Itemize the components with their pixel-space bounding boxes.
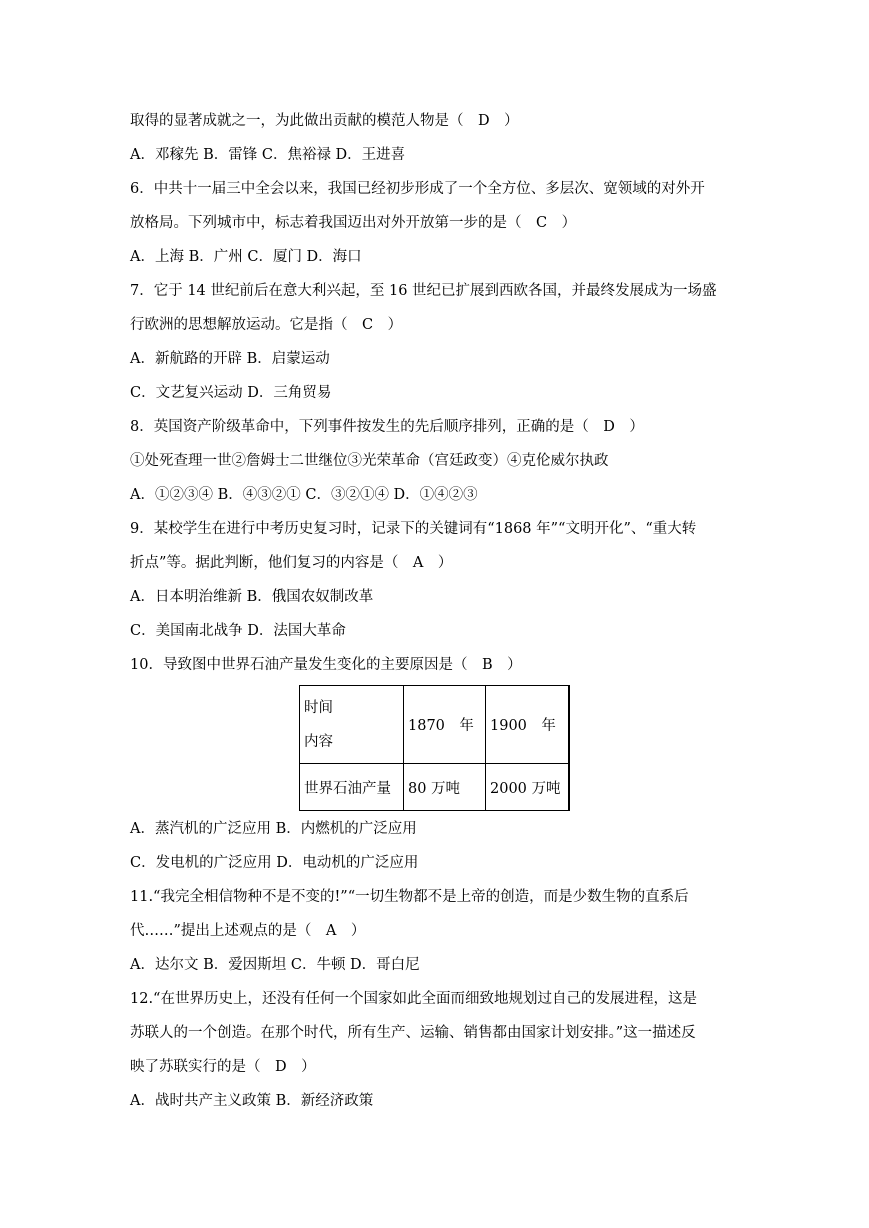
q6-stem-line1: 6．中共十一届三中全会以来，我国已经初步形成了一个全方位、多层次、宽领域的对外开 bbox=[130, 181, 705, 197]
header-year-1870: 1870 年 bbox=[404, 686, 486, 764]
q7-stem-line1: 7．它于 14 世纪前后在意大利兴起，至 16 世纪已扩展到西欧各国，并最终发展成为一场盛 bbox=[130, 283, 717, 299]
q12-stem-line1: 12.“在世界历史上，还没有任何一个国家如此全面而细致地规划过自己的发展进程，这是 bbox=[130, 991, 697, 1007]
q12-options-ab: A．战时共产主义政策 B．新经济政策 bbox=[130, 1093, 374, 1109]
q10-stem: 10．导致图中世界石油产量发生变化的主要原因是（ B ） bbox=[130, 657, 522, 673]
q12-stem-line3: 映了苏联实行的是（ D ） bbox=[130, 1059, 316, 1075]
q9-options-cd: C．美国南北战争 D．法国大革命 bbox=[130, 623, 346, 639]
q5-options: A．邓稼先 B．雷锋 C．焦裕禄 D．王进喜 bbox=[130, 147, 406, 163]
q6-options: A．上海 B．广州 C．厦门 D．海口 bbox=[130, 249, 362, 265]
cell-value-1900: 2000 万吨 bbox=[486, 764, 570, 811]
table-header-corner bbox=[300, 686, 404, 764]
row-label-oil-production: 世界石油产量 bbox=[300, 764, 404, 811]
q10-options-ab: A．蒸汽机的广泛应用 B．内燃机的广泛应用 bbox=[130, 821, 417, 837]
q11-stem-line2: 代……”提出上述观点的是（ A ） bbox=[130, 923, 366, 939]
header-time-label: 时间 bbox=[304, 699, 333, 716]
q10-options-cd: C．发电机的广泛应用 D．电动机的广泛应用 bbox=[130, 855, 419, 871]
q7-options-ab: A．新航路的开辟 B．启蒙运动 bbox=[130, 351, 330, 367]
q6-stem-line2: 放格局。下列城市中，标志着我国迈出对外开放第一步的是（ C ） bbox=[130, 215, 577, 231]
header-year-1900: 1900 年 bbox=[486, 686, 570, 764]
oil-production-table bbox=[299, 685, 570, 811]
table-row bbox=[300, 686, 570, 764]
q11-stem-line1: 11.“我完全相信物种不是不变的!”“一切生物都不是上帝的创造，而是少数生物的直系后 bbox=[130, 889, 689, 905]
q9-stem-line2: 折点”等。据此判断，他们复习的内容是（ A ） bbox=[130, 555, 453, 571]
q8-events: ①处死查理一世②詹姆士二世继位③光荣革命（宫廷政变）④克伦威尔执政 bbox=[130, 453, 609, 469]
cell-value-1870: 80 万吨 bbox=[404, 764, 486, 811]
q8-stem: 8．英国资产阶级革命中，下列事件按发生的先后顺序排列，正确的是（ D ） bbox=[130, 419, 644, 435]
table-row bbox=[300, 764, 570, 811]
q7-options-cd: C．文艺复兴运动 D．三角贸易 bbox=[130, 385, 332, 401]
q9-stem-line1: 9．某校学生在进行中考历史复习时，记录下的关键词有“1868 年”“文明开化”、“重大转 bbox=[130, 521, 697, 537]
q12-stem-line2: 苏联人的一个创造。在那个时代，所有生产、运输、销售都由国家计划安排。”这一描述反 bbox=[130, 1025, 696, 1041]
q8-options: A．①②③④ B．④③②① C．③②①④ D．①④②③ bbox=[130, 487, 478, 503]
q5-stem-end: 取得的显著成就之一，为此做出贡献的模范人物是（ D ） bbox=[130, 113, 519, 129]
header-content-label: 内容 bbox=[304, 733, 333, 750]
q7-stem-line2: 行欧洲的思想解放运动。它是指（ C ） bbox=[130, 317, 403, 333]
q9-options-ab: A．日本明治维新 B．俄国农奴制改革 bbox=[130, 589, 374, 605]
q11-options: A．达尔文 B．爱因斯坦 C．牛顿 D．哥白尼 bbox=[130, 957, 420, 973]
